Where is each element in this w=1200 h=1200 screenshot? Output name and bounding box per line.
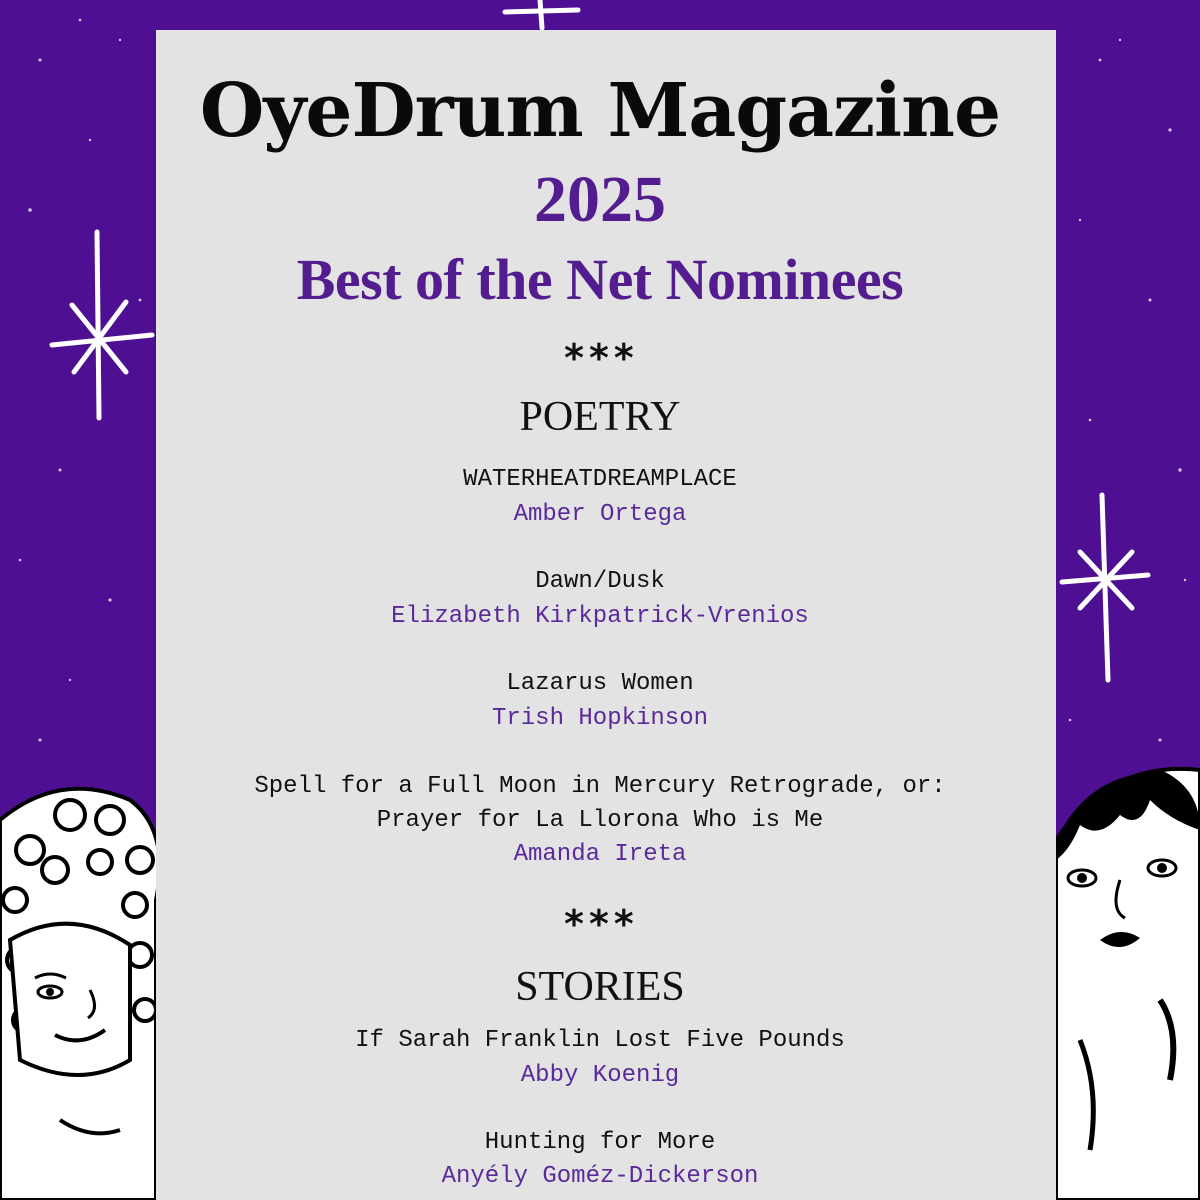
story-author: Anyély Goméz-Dickerson <box>441 1163 759 1190</box>
separator-poetry: *** <box>562 336 638 380</box>
magazine-title: OyeDrum Magazine <box>199 68 1001 154</box>
poem-title-line1: Spell for a Full Moon in Mercury Retrograde, or: <box>254 773 946 800</box>
story-author: Abby Koenig <box>520 1062 680 1089</box>
poem-title: Dawn/Dusk <box>535 568 665 595</box>
poem-title-line2: Prayer for La Llorona Who is Me <box>376 807 824 834</box>
poem-title: Lazarus Women <box>506 670 694 697</box>
section-heading-stories: STORIES <box>515 964 685 1010</box>
poem-author: Elizabeth Kirkpatrick-Vrenios <box>391 603 809 630</box>
poem-author: Amanda Ireta <box>513 841 687 868</box>
poem-author: Trish Hopkinson <box>491 705 709 732</box>
story-title: If Sarah Franklin Lost Five Pounds <box>355 1027 845 1054</box>
separator-stories: *** <box>562 902 638 946</box>
year-heading: 2025 <box>534 163 666 236</box>
sparkle-top-icon <box>505 0 578 28</box>
story-title: Hunting for More <box>484 1129 716 1156</box>
subtitle-heading: Best of the Net Nominees <box>296 247 904 312</box>
poem-title: WATERHEATDREAMPLACE <box>463 466 737 493</box>
poem-author: Amber Ortega <box>513 501 687 528</box>
section-heading-poetry: POETRY <box>519 394 681 440</box>
